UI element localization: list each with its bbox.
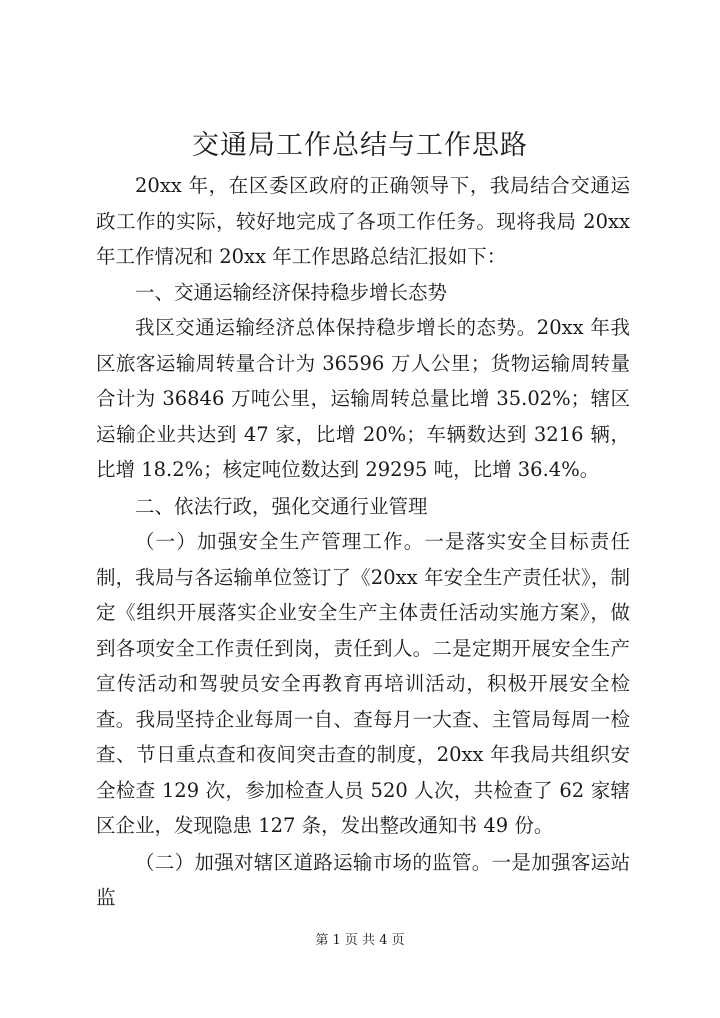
page-number-footer: 第 1 页 共 4 页 bbox=[315, 933, 405, 948]
section-heading-2: 二、依法行政，强化交通行业管理 bbox=[135, 494, 428, 518]
body-paragraph: （一）加强安全生产管理工作。一是落实安全目标责任制，我局与各运输单位签订了《20xx 年安全生产责任状》，制定《组织开展落实企业安全生产主体责任活动实施方案》，做到各项安全工作责任到岗，责任到人。二是定期开展安全生产宣传活动和驾驶员安全再教育再培训活动，积极开展安全检查。我局坚持企业每周一自、查每月一大查、主管局每周一检查、节日重点查和夜间突击查的制度，20xx 年我局共组织安全检查 129 次，参加检查人员 520 人次，共检查了 62 家辖区企业，发现隐患 127 条，发出整改通知书 49 份。 bbox=[96, 530, 630, 837]
body-paragraph: （二）加强对辖区道路运输市场的监管。一是加强客运站监 bbox=[96, 850, 630, 909]
document-title: 交通局工作总结与工作思路 bbox=[192, 130, 528, 161]
section-heading-1: 一、交通运输经济保持稳步增长态势 bbox=[135, 280, 448, 304]
document-body bbox=[96, 168, 630, 916]
intro-paragraph: 20xx 年，在区委区政府的正确领导下，我局结合交通运政工作的实际，较好地完成了各项工作任务。现将我局 20xx 年工作情况和 20xx 年工作思路总结汇报如下： bbox=[96, 174, 630, 268]
body-paragraph: 我区交通运输经济总体保持稳步增长的态势。20xx 年我区旅客运输周转量合计为 36596 万人公里；货物运输周转量合计为 36846 万吨公里，运输周转总量比增 35.02%；辖区运输企业共达到 47 家，比增 20%；车辆数达到 3216 辆，比增 18.2%；核定吨位数达到 29295 吨，比增 36.4%。 bbox=[96, 316, 630, 481]
